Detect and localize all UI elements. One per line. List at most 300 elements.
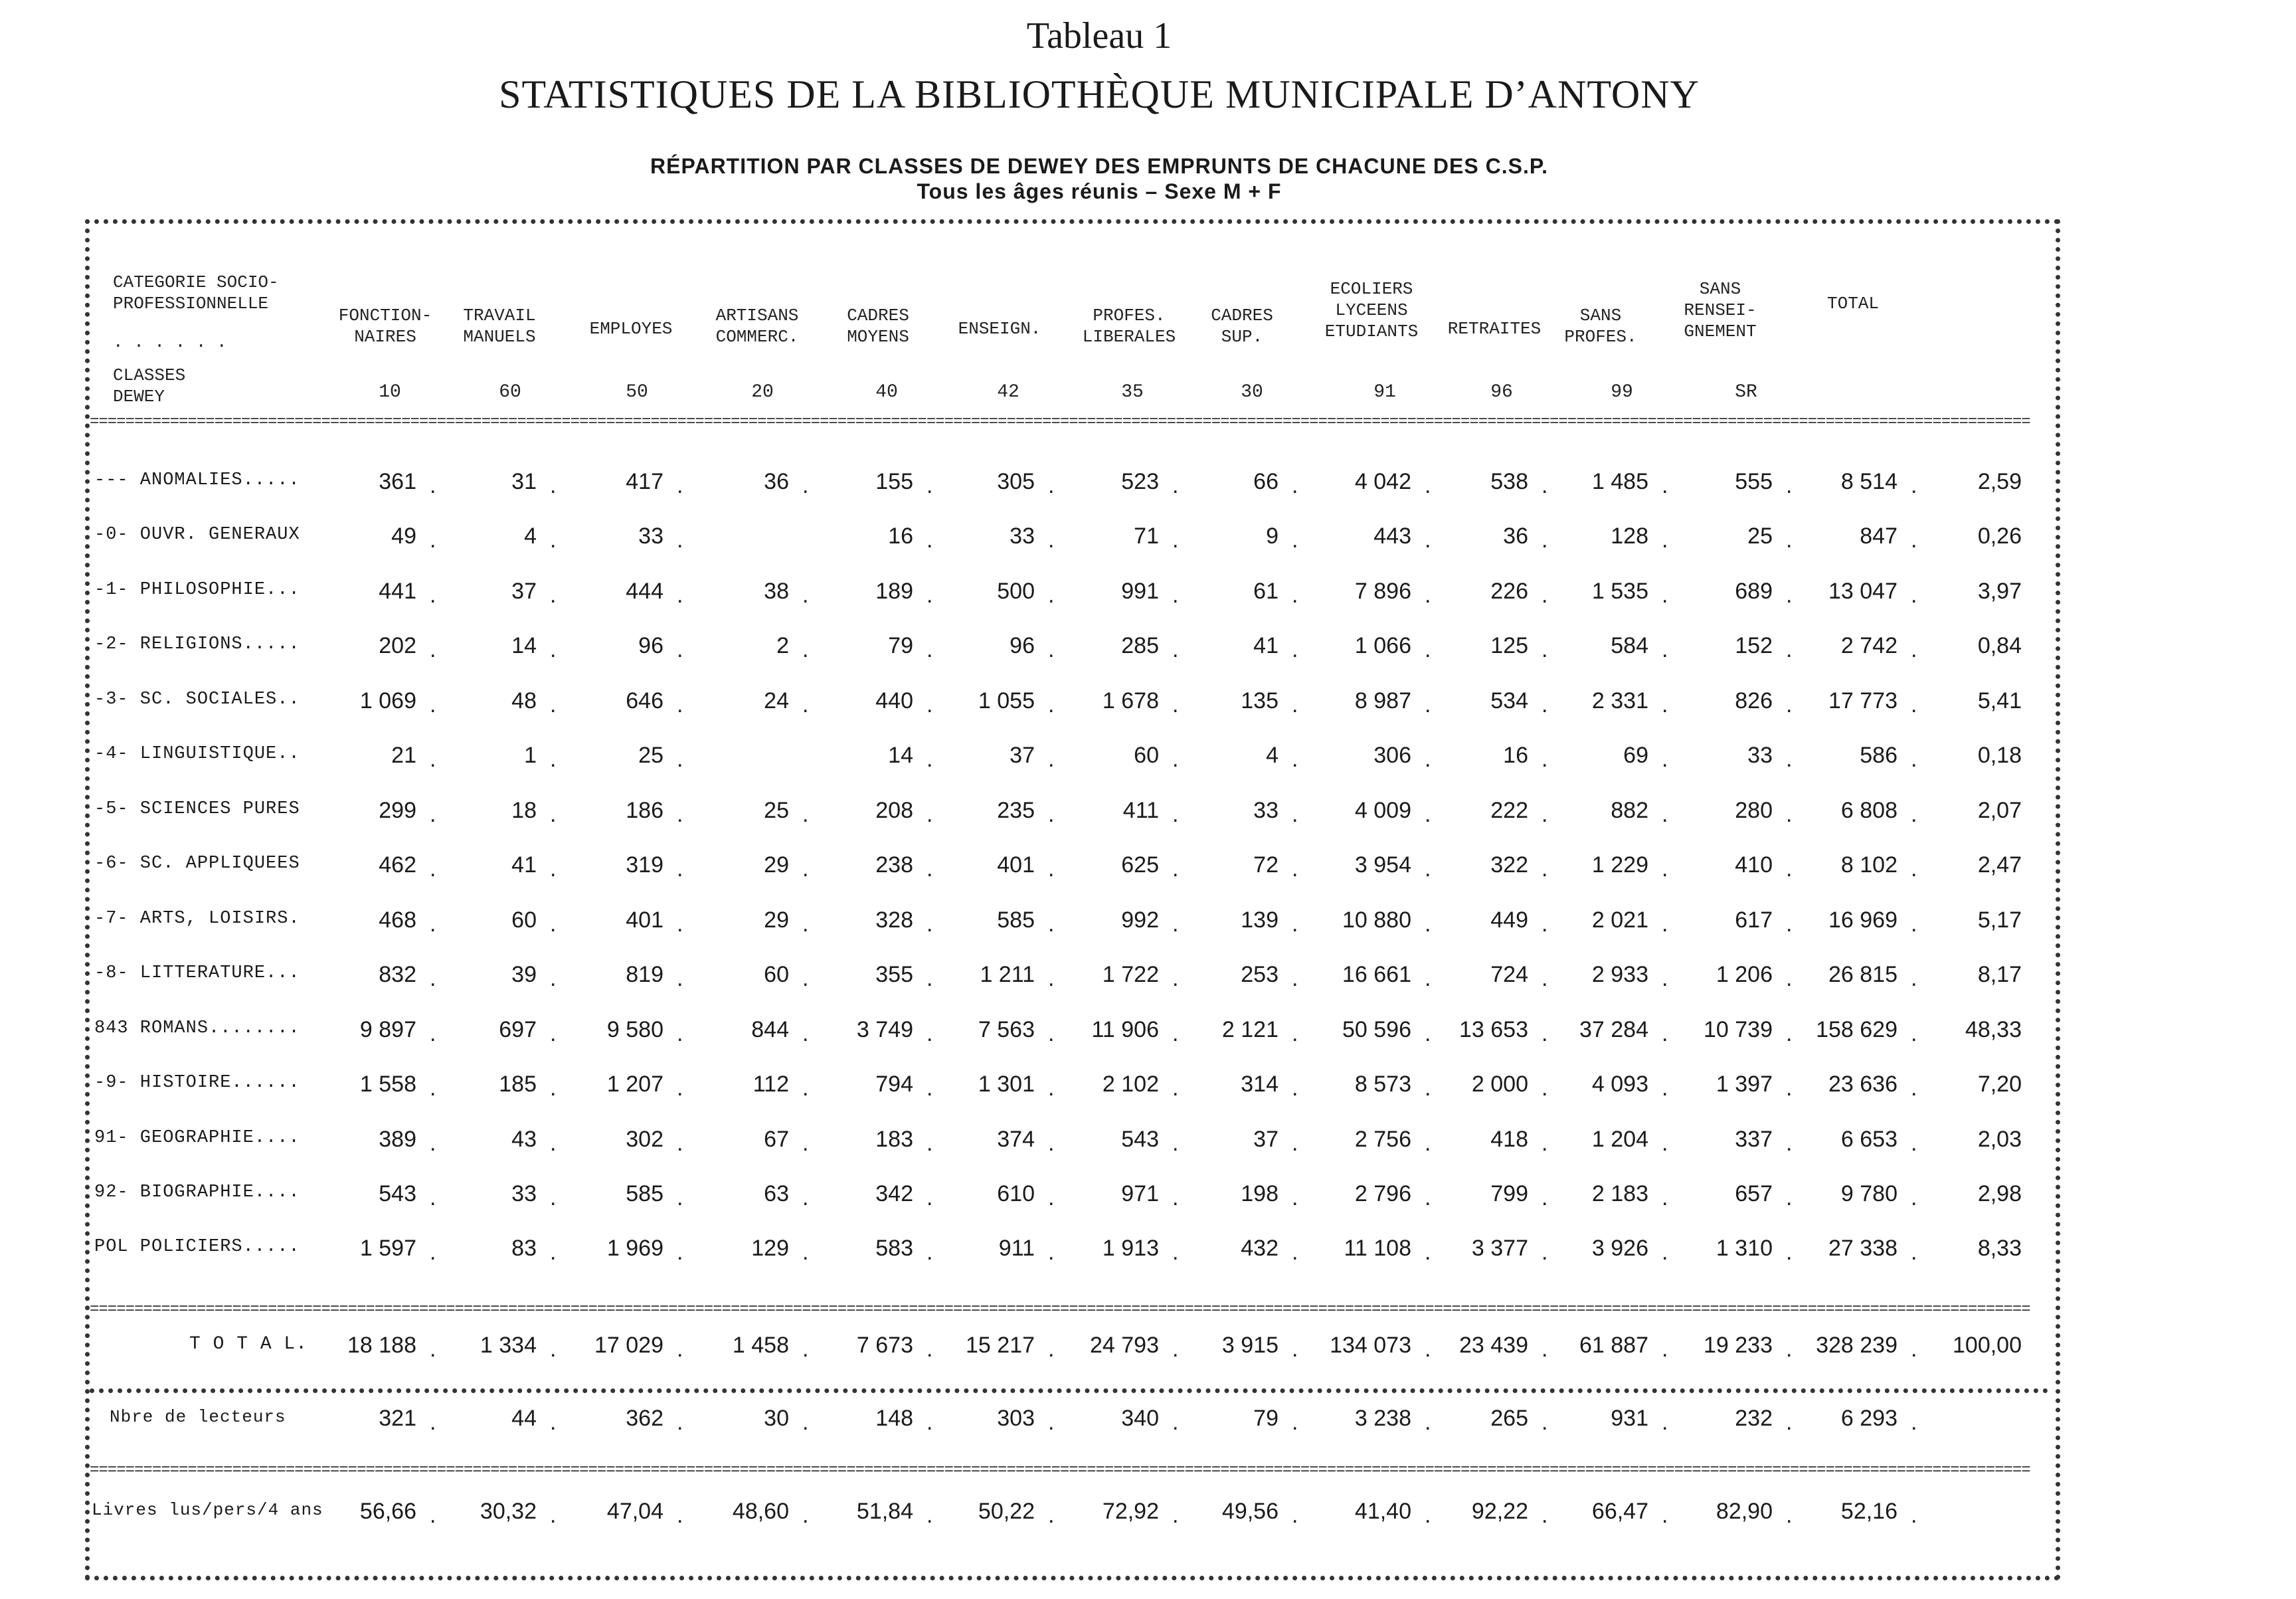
- table-row: [0, 854, 2296, 894]
- table-row: [0, 1073, 2296, 1113]
- table-cell: 202: [379, 633, 416, 658]
- table-cell: 610: [997, 1181, 1035, 1206]
- table-cell: 1 722: [1102, 962, 1159, 987]
- table-cell: 152: [1735, 633, 1773, 658]
- leader-dot: .: [1786, 1185, 1793, 1210]
- leader-dot: .: [1048, 856, 1055, 882]
- table-cell: 10 880: [1342, 907, 1411, 933]
- leader-dot: .: [1172, 966, 1179, 991]
- table-cell: 148: [875, 1406, 913, 1431]
- leader-dot: .: [1425, 1503, 1431, 1528]
- leader-dot: .: [802, 637, 809, 662]
- leader-dot: .: [1786, 911, 1793, 937]
- corner-line2: PROFESSIONNELLE: [113, 294, 269, 314]
- leader-dot: .: [677, 856, 683, 882]
- table-cell: 7,20: [1977, 1072, 2022, 1097]
- row-label: -6- SC. APPLIQUEES: [94, 854, 300, 874]
- table-cell: 314: [1241, 1072, 1279, 1097]
- column-code-5: 40: [875, 382, 898, 403]
- table-cell: 51,84: [856, 1499, 913, 1524]
- table-cell: 418: [1490, 1127, 1528, 1152]
- table-cell: 697: [499, 1017, 537, 1042]
- table-cell: 1 206: [1716, 962, 1773, 987]
- leader-dot: .: [1911, 692, 1917, 717]
- table-cell: 49: [391, 523, 416, 549]
- table-cell: 444: [626, 579, 663, 604]
- table-cell: 449: [1490, 907, 1528, 933]
- total-separator: ==========================================================================================================================================================================================================================: [90, 1301, 2030, 1319]
- row-label: -7- ARTS, LOISIRS.: [94, 909, 300, 929]
- leader-dot: .: [1786, 692, 1793, 717]
- table-cell: 48: [511, 688, 537, 713]
- table-cell: 1 204: [1591, 1127, 1648, 1152]
- table-cell: 555: [1735, 469, 1773, 494]
- leader-dot: .: [550, 1410, 557, 1435]
- leader-dot: .: [1292, 1337, 1298, 1362]
- column-code-2: 60: [499, 382, 521, 403]
- table-cell: 280: [1735, 798, 1773, 823]
- leader-dot: .: [1911, 966, 1917, 991]
- table-cell: 3 954: [1354, 852, 1411, 878]
- table-cell: 617: [1735, 907, 1773, 933]
- leader-dot: .: [430, 1076, 436, 1101]
- leader-dot: .: [1048, 1131, 1055, 1156]
- row-label: -5- SCIENCES PURES: [94, 799, 300, 819]
- table-cell: 4 042: [1354, 469, 1411, 494]
- column-header-11-line2: PROFES.: [1564, 327, 1637, 347]
- leader-dot: .: [1292, 1503, 1298, 1528]
- leader-dot: .: [550, 692, 557, 717]
- table-cell: 72: [1253, 852, 1279, 878]
- row-label: -8- LITTERATURE...: [94, 963, 300, 983]
- table-cell: 37 284: [1579, 1017, 1648, 1042]
- leader-dot: .: [927, 473, 933, 498]
- row-label: T O T A L.: [189, 1334, 308, 1355]
- table-cell: 7 563: [978, 1017, 1035, 1042]
- leader-dot: .: [430, 966, 436, 991]
- leader-dot: .: [927, 1240, 933, 1265]
- leader-dot: .: [1048, 692, 1055, 717]
- subtitle: RÉPARTITION PAR CLASSES DE DEWEY DES EMPRUNTS DE CHACUNE DES C.S.P.: [650, 154, 1548, 178]
- table-cell: 33: [1253, 798, 1279, 823]
- row-label: -0- OUVR. GENERAUX: [94, 525, 300, 545]
- leader-dot: .: [1786, 1021, 1793, 1046]
- table-cell: 61: [1253, 579, 1279, 604]
- table-cell: 61 887: [1579, 1333, 1648, 1358]
- leader-dot: .: [1425, 473, 1431, 498]
- leader-dot: .: [1292, 966, 1298, 991]
- column-code-1: 10: [379, 382, 401, 403]
- readers-separator: ==========================================================================================================================================================================================================================: [90, 1461, 2030, 1479]
- leader-dot: .: [1786, 1240, 1793, 1265]
- table-cell: 56,66: [359, 1499, 416, 1524]
- leader-dot: .: [550, 1076, 557, 1101]
- leader-dot: .: [1662, 856, 1668, 882]
- table-cell: 646: [626, 688, 663, 713]
- leader-dot: .: [1292, 583, 1298, 608]
- column-code-12: SR: [1735, 382, 1757, 403]
- table-cell: 3 926: [1591, 1236, 1648, 1261]
- leader-dot: .: [1911, 856, 1917, 882]
- table-cell: 11 108: [1344, 1236, 1411, 1261]
- table-cell: 2 933: [1591, 962, 1648, 987]
- leader-dot: .: [1292, 856, 1298, 882]
- leader-dot: .: [927, 637, 933, 662]
- leader-dot: .: [1172, 1185, 1179, 1210]
- table-cell: 8 573: [1354, 1072, 1411, 1097]
- table-cell: 30,32: [480, 1499, 537, 1524]
- table-cell: 189: [875, 579, 913, 604]
- table-cell: 60: [1134, 743, 1159, 768]
- table-row-readers: [0, 1407, 2296, 1447]
- table-cell: 4: [1266, 743, 1279, 768]
- leader-dot: .: [1172, 473, 1179, 498]
- table-cell: 5,41: [1977, 688, 2022, 713]
- row-label: Livres lus/pers/4 ans: [92, 1500, 323, 1520]
- table-cell: 328 239: [1816, 1333, 1898, 1358]
- table-cell: 135: [1241, 688, 1279, 713]
- leader-dot: .: [1292, 473, 1298, 498]
- table-cell: 129: [751, 1236, 789, 1261]
- leader-dot: .: [1048, 527, 1055, 553]
- leader-dot: .: [1172, 911, 1179, 937]
- table-cell: 0,18: [1977, 743, 2022, 768]
- leader-dot: .: [1048, 911, 1055, 937]
- row-label: --- ANOMALIES.....: [94, 470, 300, 490]
- leader-dot: .: [802, 473, 809, 498]
- leader-dot: .: [550, 527, 557, 553]
- leader-dot: .: [430, 911, 436, 937]
- table-cell: 625: [1121, 852, 1159, 878]
- leader-dot: .: [802, 692, 809, 717]
- table-cell: 139: [1241, 907, 1279, 933]
- leader-dot: .: [927, 1185, 933, 1210]
- table-cell: 13 653: [1459, 1017, 1528, 1042]
- leader-dot: .: [927, 911, 933, 937]
- leader-dot: .: [1048, 1503, 1055, 1528]
- leader-dot: .: [1911, 911, 1917, 937]
- leader-dot: .: [550, 747, 557, 772]
- leader-dot: .: [677, 527, 683, 553]
- leader-dot: .: [430, 1337, 436, 1362]
- table-cell: 1 485: [1591, 469, 1648, 494]
- leader-dot: .: [1292, 637, 1298, 662]
- table-cell: 322: [1490, 852, 1528, 878]
- leader-dot: .: [1048, 1410, 1055, 1435]
- column-header-10-line1: RETRAITES: [1447, 319, 1542, 339]
- table-cell: 6 293: [1840, 1406, 1898, 1431]
- leader-dot: .: [1425, 802, 1431, 827]
- table-cell: 361: [379, 469, 416, 494]
- table-cell: 417: [626, 469, 663, 494]
- column-header-11-line1: SANS: [1579, 306, 1622, 326]
- leader-dot: .: [1786, 1410, 1793, 1435]
- table-cell: 9: [1266, 523, 1279, 549]
- table-cell: 1 055: [978, 688, 1035, 713]
- leader-dot: .: [927, 747, 933, 772]
- column-header-7-line1: PROFES.: [1093, 306, 1166, 326]
- star-separator: [90, 1388, 2049, 1393]
- leader-dot: .: [430, 1240, 436, 1265]
- leader-dot: .: [677, 1076, 683, 1101]
- table-cell: 15 217: [966, 1333, 1035, 1358]
- leader-dot: .: [1172, 856, 1179, 882]
- table-cell: 2 756: [1354, 1127, 1411, 1152]
- leader-dot: .: [1911, 527, 1917, 553]
- table-cell: 1 678: [1102, 688, 1159, 713]
- leader-dot: .: [1425, 1076, 1431, 1101]
- leader-dot: .: [1292, 802, 1298, 827]
- leader-dot: .: [1048, 583, 1055, 608]
- table-cell: 303: [997, 1406, 1035, 1431]
- table-cell: 52,16: [1840, 1499, 1898, 1524]
- table-cell: 321: [379, 1406, 416, 1431]
- leader-dot: .: [550, 1131, 557, 1156]
- table-cell: 794: [875, 1072, 913, 1097]
- table-cell: 232: [1735, 1406, 1773, 1431]
- table-cell: 27 338: [1828, 1236, 1898, 1261]
- table-cell: 47,04: [606, 1499, 663, 1524]
- table-cell: 819: [626, 962, 663, 987]
- table-cell: 832: [379, 962, 416, 987]
- table-cell: 36: [1503, 523, 1528, 549]
- column-header-3-line1: EMPLOYES: [589, 319, 673, 339]
- column-header-4-line2: COMMERC.: [715, 327, 799, 347]
- leader-dot: .: [1786, 583, 1793, 608]
- corner-dewey: DEWEY: [113, 387, 165, 407]
- table-cell: 1 458: [732, 1333, 789, 1358]
- table-cell: 208: [875, 798, 913, 823]
- table-cell: 33: [1747, 743, 1773, 768]
- table-cell: 299: [379, 798, 416, 823]
- table-cell: 92,22: [1471, 1499, 1528, 1524]
- leader-dot: .: [802, 1240, 809, 1265]
- leader-dot: .: [1048, 747, 1055, 772]
- leader-dot: .: [1542, 1021, 1548, 1046]
- leader-dot: .: [1662, 911, 1668, 937]
- table-cell: 1 211: [980, 962, 1035, 987]
- leader-dot: .: [1662, 802, 1668, 827]
- table-cell: 33: [511, 1181, 537, 1206]
- table-cell: 523: [1121, 469, 1159, 494]
- column-header-6-line1: ENSEIGN.: [958, 319, 1041, 339]
- leader-dot: .: [1048, 1185, 1055, 1210]
- table-row-total: [0, 1334, 2296, 1374]
- leader-dot: .: [430, 856, 436, 882]
- leader-dot: .: [1542, 1337, 1548, 1362]
- leader-dot: .: [802, 1337, 809, 1362]
- leader-dot: .: [1425, 747, 1431, 772]
- leader-dot: .: [430, 1503, 436, 1528]
- table-cell: 185: [499, 1072, 537, 1097]
- column-code-4: 20: [751, 382, 774, 403]
- table-cell: 355: [875, 962, 913, 987]
- leader-dot: .: [430, 1410, 436, 1435]
- table-cell: 724: [1490, 962, 1528, 987]
- leader-dot: .: [1172, 583, 1179, 608]
- table-cell: 8 987: [1354, 688, 1411, 713]
- table-cell: 16 661: [1342, 962, 1411, 987]
- column-header-9-line3: ETUDIANTS: [1324, 322, 1419, 341]
- table-cell: 362: [626, 1406, 663, 1431]
- table-cell: 16: [1503, 743, 1528, 768]
- table-cell: 14: [888, 743, 913, 768]
- table-cell: 1 069: [359, 688, 416, 713]
- table-cell: 2 183: [1591, 1181, 1648, 1206]
- leader-dot: .: [1662, 1021, 1668, 1046]
- leader-dot: .: [677, 1021, 683, 1046]
- table-cell: 79: [888, 633, 913, 658]
- leader-dot: .: [550, 473, 557, 498]
- table-cell: 265: [1490, 1406, 1528, 1431]
- table-cell: 17 773: [1828, 688, 1898, 713]
- leader-dot: .: [1542, 966, 1548, 991]
- column-header-4-line1: ARTISANS: [715, 306, 799, 326]
- table-cell: 500: [997, 579, 1035, 604]
- leader-dot: .: [1542, 692, 1548, 717]
- table-cell: 41: [511, 852, 537, 878]
- leader-dot: .: [677, 1503, 683, 1528]
- table-cell: 401: [997, 852, 1035, 878]
- row-label: -1- PHILOSOPHIE...: [94, 580, 300, 600]
- table-cell: 96: [1010, 633, 1035, 658]
- leader-dot: .: [802, 583, 809, 608]
- leader-dot: .: [1292, 1021, 1298, 1046]
- leader-dot: .: [430, 637, 436, 662]
- table-cell: 847: [1860, 523, 1898, 549]
- column-code-6: 42: [997, 382, 1019, 403]
- leader-dot: .: [677, 583, 683, 608]
- leader-dot: .: [1172, 1503, 1179, 1528]
- table-cell: 238: [875, 852, 913, 878]
- leader-dot: .: [1292, 911, 1298, 937]
- table-cell: 235: [997, 798, 1035, 823]
- column-header-1-line1: FONCTION-: [338, 306, 432, 326]
- table-cell: 23 439: [1459, 1333, 1528, 1358]
- leader-dot: .: [927, 527, 933, 553]
- leader-dot: .: [1662, 527, 1668, 553]
- column-header-2-line2: MANUELS: [463, 327, 536, 347]
- leader-dot: .: [430, 1185, 436, 1210]
- row-label: POL POLICIERS.....: [94, 1237, 300, 1257]
- leader-dot: .: [1172, 802, 1179, 827]
- table-cell: 4: [524, 523, 537, 549]
- table-cell: 586: [1860, 743, 1898, 768]
- leader-dot: .: [1542, 1076, 1548, 1101]
- leader-dot: .: [1662, 637, 1668, 662]
- table-row: [0, 909, 2296, 949]
- leader-dot: .: [430, 802, 436, 827]
- leader-dot: .: [550, 1240, 557, 1265]
- table-cell: 50 596: [1342, 1017, 1411, 1042]
- column-header-5-line1: CADRES: [847, 306, 909, 326]
- table-cell: 2 000: [1471, 1072, 1528, 1097]
- table-cell: 1 397: [1716, 1072, 1773, 1097]
- table-cell: 50,22: [978, 1499, 1035, 1524]
- leader-dot: .: [1542, 747, 1548, 772]
- leader-dot: .: [1292, 1410, 1298, 1435]
- leader-dot: .: [1786, 856, 1793, 882]
- corner-line1: CATEGORIE SOCIO-: [113, 272, 279, 292]
- leader-dot: .: [1911, 1021, 1917, 1046]
- table-cell: 253: [1241, 962, 1279, 987]
- table-cell: 468: [379, 907, 416, 933]
- leader-dot: .: [927, 1076, 933, 1101]
- table-cell: 33: [638, 523, 663, 549]
- column-header-8-line2: SUP.: [1221, 327, 1263, 347]
- row-label: -4- LINGUISTIQUE..: [94, 744, 300, 764]
- leader-dot: .: [677, 637, 683, 662]
- leader-dot: .: [550, 1021, 557, 1046]
- leader-dot: .: [1048, 637, 1055, 662]
- table-cell: 1 535: [1591, 579, 1648, 604]
- leader-dot: .: [927, 692, 933, 717]
- table-cell: 2 331: [1591, 688, 1648, 713]
- leader-dot: .: [1542, 1240, 1548, 1265]
- table-cell: 328: [875, 907, 913, 933]
- table-cell: 41: [1253, 633, 1279, 658]
- table-cell: 112: [752, 1072, 789, 1097]
- column-header-13-line1: TOTAL: [1826, 294, 1880, 314]
- table-cell: 2 121: [1221, 1017, 1279, 1042]
- leader-dot: .: [1911, 747, 1917, 772]
- table-cell: 440: [875, 688, 913, 713]
- leader-dot: .: [1662, 1076, 1668, 1101]
- table-cell: 1 558: [359, 1072, 416, 1097]
- leader-dot: .: [1662, 747, 1668, 772]
- table-cell: 128: [1611, 523, 1648, 549]
- table-cell: 41,40: [1354, 1499, 1411, 1524]
- leader-dot: .: [1662, 966, 1668, 991]
- table-cell: 3 377: [1471, 1236, 1528, 1261]
- table-cell: 462: [379, 852, 416, 878]
- table-cell: 37: [1010, 743, 1035, 768]
- leader-dot: .: [1542, 527, 1548, 553]
- table-cell: 6 808: [1840, 798, 1898, 823]
- header-separator: ==========================================================================================================================================================================================================================: [90, 413, 2030, 431]
- table-cell: 33: [1010, 523, 1035, 549]
- table-cell: 29: [764, 907, 789, 933]
- table-cell: 1: [524, 743, 537, 768]
- leader-dot: .: [1172, 1021, 1179, 1046]
- leader-dot: .: [1662, 1410, 1668, 1435]
- leader-dot: .: [1786, 802, 1793, 827]
- table-cell: 82,90: [1716, 1499, 1773, 1524]
- table-cell: 158 629: [1816, 1017, 1898, 1042]
- leader-dot: .: [1172, 1240, 1179, 1265]
- table-cell: 374: [997, 1127, 1035, 1152]
- table-cell: 8 102: [1840, 852, 1898, 878]
- table-cell: 319: [626, 852, 663, 878]
- leader-dot: .: [1786, 527, 1793, 553]
- column-header-1-line2: NAIRES: [354, 327, 416, 347]
- leader-dot: .: [550, 1337, 557, 1362]
- row-label: 92- BIOGRAPHIE....: [94, 1182, 300, 1202]
- leader-dot: .: [802, 1410, 809, 1435]
- leader-dot: .: [1911, 1076, 1917, 1101]
- table-cell: 8 514: [1840, 469, 1898, 494]
- table-cell: 911: [998, 1236, 1035, 1261]
- table-cell: 226: [1490, 579, 1528, 604]
- table-cell: 7 896: [1354, 579, 1411, 604]
- table-row-books-per-reader: [0, 1500, 2296, 1540]
- table-cell: 11 906: [1091, 1017, 1159, 1042]
- leader-dot: .: [927, 966, 933, 991]
- table-cell: 991: [1121, 579, 1159, 604]
- leader-dot: .: [1911, 583, 1917, 608]
- table-cell: 14: [511, 633, 537, 658]
- leader-dot: .: [1911, 473, 1917, 498]
